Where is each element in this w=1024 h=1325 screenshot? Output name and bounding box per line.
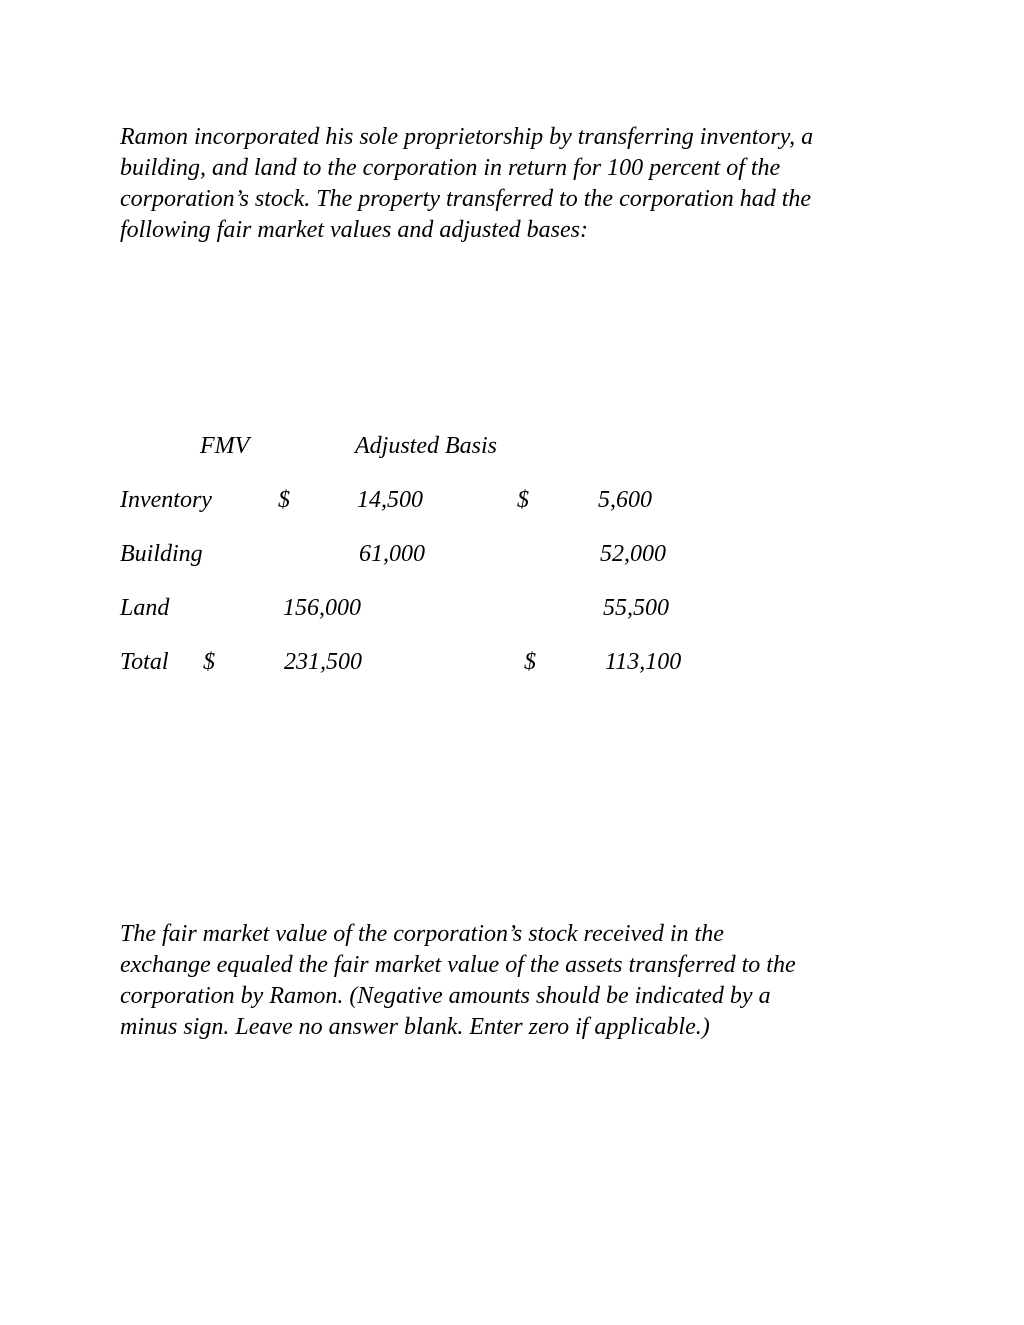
- closing-line: corporation by Ramon. (Negative amounts should be indicated by a: [120, 983, 771, 1009]
- basis-value: 55,500: [603, 595, 669, 621]
- header-adjusted-basis: Adjusted Basis: [355, 433, 497, 459]
- basis-value: 5,600: [598, 487, 652, 513]
- closing-line: The fair market value of the corporation’s stock received in the: [120, 921, 724, 947]
- closing-line: minus sign. Leave no answer blank. Enter zero if applicable.): [120, 1014, 710, 1040]
- basis-currency: $: [524, 649, 536, 675]
- fmv-currency: $: [278, 487, 290, 513]
- fmv-value: 156,000: [283, 595, 361, 621]
- fmv-currency: $: [203, 649, 215, 675]
- intro-line: Ramon incorporated his sole proprietorship by transferring inventory, a: [120, 124, 814, 150]
- closing-line: exchange equaled the fair market value of the assets transferred to the: [120, 952, 796, 978]
- row-label: Inventory: [120, 487, 212, 513]
- intro-line: building, and land to the corporation in return for 100 percent of the: [120, 155, 781, 181]
- basis-value: 113,100: [605, 649, 682, 675]
- row-label: Total: [120, 649, 169, 675]
- fmv-value: 14,500: [357, 487, 423, 513]
- fmv-value: 231,500: [284, 649, 362, 675]
- closing-paragraph: [120, 919, 920, 1043]
- row-label: Land: [120, 595, 170, 621]
- basis-currency: $: [517, 487, 529, 513]
- row-label: Building: [120, 541, 203, 567]
- fmv-value: 61,000: [359, 541, 425, 567]
- header-fmv: FMV: [200, 433, 250, 459]
- intro-line: following fair market values and adjusted bases:: [120, 217, 588, 243]
- intro-line: corporation’s stock. The property transferred to the corporation had the: [120, 186, 812, 212]
- basis-value: 52,000: [600, 541, 666, 567]
- intro-paragraph: [120, 122, 920, 246]
